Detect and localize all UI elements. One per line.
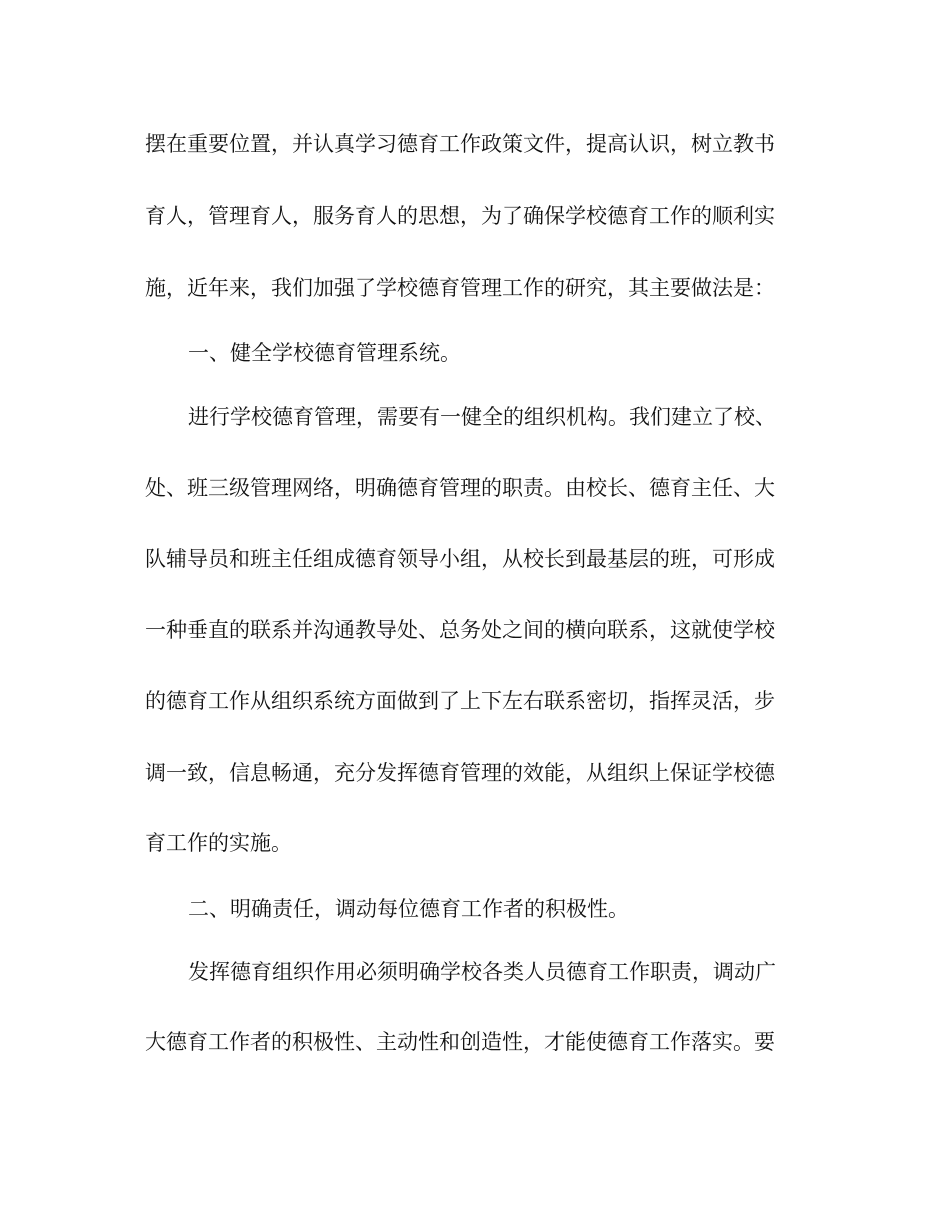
body-text-line: 队辅导员和班主任组成德育领导小组，从校长到最基层的班，可形成 bbox=[145, 547, 775, 571]
body-text-line: 育人，管理育人，服务育人的思想，为了确保学校德育工作的顺利实 bbox=[145, 204, 775, 228]
body-text-line: 处、班三级管理网络，明确德育管理的职责。由校长、德育主任、大 bbox=[145, 476, 775, 500]
section-heading: 二、明确责任，调动每位德育工作者的积极性。 bbox=[188, 897, 629, 921]
body-text-line: 施，近年来，我们加强了学校德育管理工作的研究，其主要做法是： bbox=[145, 276, 775, 300]
paragraph-first-line: 进行学校德育管理，需要有一健全的组织机构。我们建立了校、 bbox=[188, 405, 776, 429]
body-text-line: 摆在重要位置，并认真学习德育工作政策文件，提高认识，树立教书 bbox=[145, 132, 775, 156]
section-heading: 一、健全学校德育管理系统。 bbox=[188, 341, 461, 365]
body-text-line: 育工作的实施。 bbox=[145, 831, 292, 855]
body-text-line: 调一致，信息畅通，充分发挥德育管理的效能，从组织上保证学校德 bbox=[145, 761, 775, 785]
paragraph-first-line: 发挥德育组织作用必须明确学校各类人员德育工作职责，调动广 bbox=[188, 960, 776, 984]
body-text-line: 大德育工作者的积极性、主动性和创造性，才能使德育工作落实。要 bbox=[145, 1030, 775, 1054]
body-text-line: 一种垂直的联系并沟通教导处、总务处之间的横向联系，这就使学校 bbox=[145, 618, 775, 642]
body-text-line: 的德育工作从组织系统方面做到了上下左右联系密切，指挥灵活，步 bbox=[145, 689, 775, 713]
